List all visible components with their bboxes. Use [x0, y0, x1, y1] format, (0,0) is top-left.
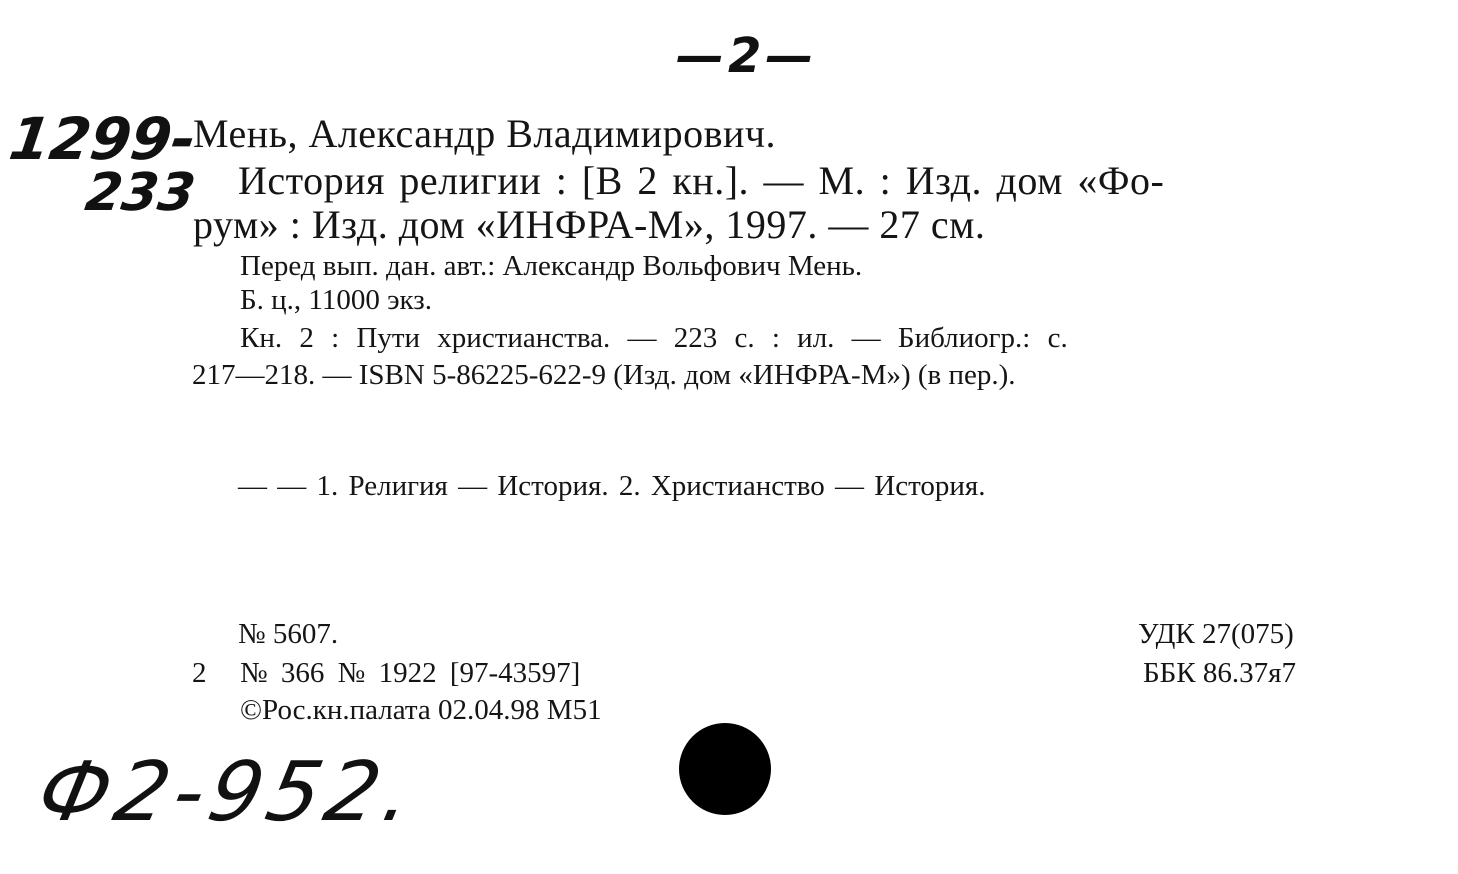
title-line-1: История религии : [В 2 кн.]. — М. : Изд. дом «Фо-: [238, 158, 1165, 203]
registration-numbers: № 366 № 1922 [97-43597]: [240, 657, 581, 689]
shelf-code-line2: 233: [81, 163, 199, 223]
subject-headings: — — 1. Религия — История. 2. Христианство — История.: [238, 470, 986, 502]
volume-line-1: Кн. 2 : Пути христианства. — 223 с. : ил. — Библиогр.: с.: [240, 322, 1068, 354]
inventory-code: Ф2-952.: [29, 745, 428, 840]
page-mark: —2—: [676, 28, 818, 84]
record-number: № 5607.: [238, 618, 339, 650]
note-author: Перед вып. дан. авт.: Александр Вольфович Мень.: [240, 250, 863, 282]
punch-hole: [679, 723, 771, 815]
author-heading: Мень, Александр Владимирович.: [193, 111, 777, 156]
bbk-code: ББК 86.37я7: [1143, 657, 1296, 689]
book-chamber-imprint: ©Рос.кн.палата 02.04.98 М51: [240, 694, 602, 726]
udk-code: УДК 27(075): [1138, 618, 1294, 650]
copy-prefix: 2: [192, 657, 207, 689]
volume-line-2: 217—218. — ISBN 5-86225-622-9 (Изд. дом «ИНФРА-М») (в пер.).: [192, 359, 1016, 391]
title-line-2: рум» : Изд. дом «ИНФРА-М», 1997. — 27 см.: [193, 202, 986, 247]
shelf-code-line1: 1299-: [5, 105, 201, 173]
note-price: Б. ц., 11000 экз.: [240, 284, 432, 316]
